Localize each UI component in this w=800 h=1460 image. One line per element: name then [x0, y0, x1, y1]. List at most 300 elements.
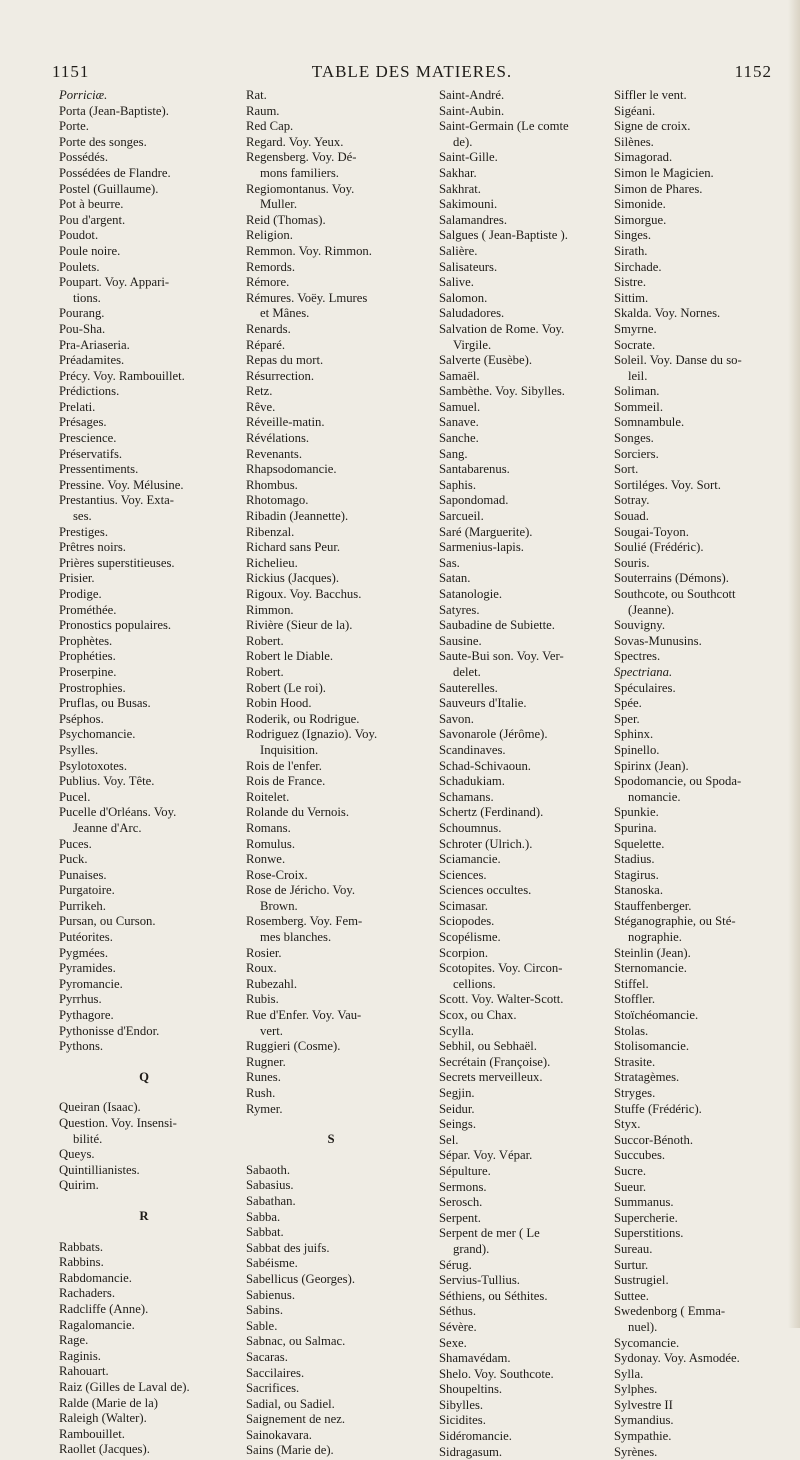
index-entry: Sapondomad. — [439, 493, 509, 508]
index-entry: Santabarenus. — [439, 462, 510, 477]
index-entry: Steinlin (Jean). — [614, 945, 691, 960]
index-entry: Somnambule. — [614, 415, 685, 430]
index-entry: Sortiléges. Voy. Sort. — [614, 477, 721, 492]
index-entry: Pucel. — [59, 789, 91, 804]
index-entry: Spunkie. — [614, 805, 659, 820]
index-entry: Préservatifs. — [59, 446, 123, 461]
index-entry: Précy. Voy. Rambouillet. — [59, 368, 185, 383]
index-entry: Saint-Aubin. — [439, 103, 505, 118]
index-entry: Rubezahl. — [246, 976, 298, 991]
index-entry: Soulié (Frédéric). — [614, 540, 704, 555]
index-entry: Sel. — [439, 1132, 459, 1147]
index-entry: Sueur. — [614, 1179, 647, 1194]
index-entry: Runes. — [246, 1070, 281, 1085]
index-entry: Sabasius. — [246, 1178, 294, 1193]
index-entry: Romans. — [246, 820, 291, 835]
index-entry: Sidragasum. — [439, 1444, 503, 1459]
index-entry: Succor-Bénoth. — [614, 1132, 694, 1147]
index-column-4 — [614, 88, 784, 1460]
index-entry: Sabins. — [246, 1303, 284, 1318]
index-entry: Shelo. Voy. Southcote. — [439, 1366, 554, 1381]
index-entry: Sabéisme. — [246, 1256, 298, 1271]
index-entry: Rymer. — [246, 1101, 283, 1116]
index-entry: Sciopodes. — [439, 914, 495, 929]
index-entry: Radcliffe (Anne). — [59, 1301, 149, 1316]
index-entry: Secrets merveilleux. — [439, 1070, 543, 1085]
index-entry: Stadius. — [614, 852, 655, 867]
index-entry: Rugner. — [246, 1054, 286, 1069]
index-entry: Prestantius. Voy. Exta- — [59, 493, 175, 508]
index-entry: Rois de l'enfer. — [246, 758, 322, 773]
index-entry: Strasite. — [614, 1054, 656, 1069]
index-entry: Inquisition. — [260, 742, 319, 757]
index-entry: Soliman. — [614, 384, 660, 399]
index-entry: Raiz (Gilles de Laval de). — [59, 1379, 190, 1394]
index-entry: Salière. — [439, 243, 478, 258]
index-entry: Pourang. — [59, 306, 105, 321]
index-entry: Purgatoire. — [59, 883, 115, 898]
index-entry: Serpent de mer ( Le — [439, 1226, 540, 1241]
index-entry: Sauterelles. — [439, 680, 498, 695]
section-letter: R — [139, 1208, 149, 1223]
index-entry: Symandius. — [614, 1413, 674, 1428]
index-entry: Quirim. — [59, 1178, 99, 1193]
index-entry: Retz. — [246, 384, 273, 399]
index-entry: Richard sans Peur. — [246, 540, 341, 555]
index-entry: Scott. Voy. Walter-Scott. — [439, 992, 564, 1007]
index-entry: Sauveurs d'Italie. — [439, 696, 527, 711]
index-entry: Purrikeh. — [59, 898, 106, 913]
index-entry: Souvigny. — [614, 618, 665, 633]
index-entry: Pucelle d'Orléans. Voy. — [59, 805, 177, 820]
index-entry: Pygmées. — [59, 945, 108, 960]
index-entry: Sausine. — [439, 633, 482, 648]
index-entry: Samuel. — [439, 399, 481, 414]
index-entry: Rosemberg. Voy. Fem- — [246, 914, 363, 929]
index-entry: Roderik, ou Rodrigue. — [246, 711, 360, 726]
index-entry: leil. — [628, 368, 648, 383]
index-entry: Richelieu. — [246, 555, 298, 570]
index-entry: Pou-Sha. — [59, 321, 106, 336]
index-entry: Salomon. — [439, 290, 488, 305]
index-entry: Sigéani. — [614, 103, 656, 118]
index-entry: Poule noire. — [59, 243, 121, 258]
index-entry: Sotray. — [614, 493, 650, 508]
index-entry: Pyromancie. — [59, 976, 123, 991]
index-entry: Sibylles. — [439, 1397, 484, 1412]
index-entry: Rabbins. — [59, 1255, 104, 1270]
index-entry: et Mânes. — [260, 306, 310, 321]
index-entry: Saccilaires. — [246, 1365, 305, 1380]
index-entry: Sympathie. — [614, 1429, 672, 1444]
index-entry: Sorciers. — [614, 446, 659, 461]
index-entry: Sommeil. — [614, 399, 663, 414]
index-entry: Résurrection. — [246, 368, 314, 383]
section-letter: S — [327, 1132, 335, 1147]
index-entry: Présages. — [59, 415, 107, 430]
index-entry: Porte des songes. — [59, 134, 147, 149]
index-entry: Seidur. — [439, 1101, 475, 1116]
index-entry: Souris. — [614, 555, 650, 570]
index-entry: Rimmon. — [246, 602, 294, 617]
index-entry: Sidéromancie. — [439, 1429, 512, 1444]
index-entry: Shamavédam. — [439, 1351, 511, 1366]
index-entry: Prisier. — [59, 571, 95, 586]
index-entry: Superstitions. — [614, 1226, 684, 1241]
index-entry: Rue d'Enfer. Voy. Vau- — [246, 1008, 362, 1023]
index-entry: Possédées de Flandre. — [59, 165, 171, 180]
index-entry: Pressentiments. — [59, 462, 139, 477]
index-entry: Sabaoth. — [246, 1162, 291, 1177]
index-entry: Pursan, ou Curson. — [59, 914, 156, 929]
index-entry: Regiomontanus. Voy. — [246, 181, 355, 196]
index-entry: Roux. — [246, 961, 277, 976]
index-entry: Savonarole (Jérôme). — [439, 727, 548, 742]
index-entry: bilité. — [73, 1131, 103, 1146]
index-entry: Rémures. Voëy. Lmures — [246, 290, 368, 305]
index-entry: nographie. — [628, 930, 682, 945]
index-entry: Ruggieri (Cosme). — [246, 1039, 341, 1054]
index-entry: Virgile. — [453, 337, 492, 352]
index-entry: Schamans. — [439, 789, 494, 804]
index-entry: Ribenzal. — [246, 524, 295, 539]
index-entry: Stoïchéomancie. — [614, 1008, 699, 1023]
index-entry: Rose-Croix. — [246, 867, 308, 882]
index-entry: Remords. — [246, 259, 295, 274]
index-entry: Regard. Voy. Yeux. — [246, 134, 344, 149]
index-entry: Pythonisse d'Endor. — [59, 1023, 160, 1038]
index-entry: Brown. — [260, 898, 298, 913]
index-entry: Sirath. — [614, 243, 648, 258]
index-entry: Sylla. — [614, 1366, 644, 1381]
index-entry: Réparé. — [246, 337, 286, 352]
index-entry: Salive. — [439, 275, 474, 290]
index-entry: Proserpine. — [59, 664, 117, 679]
index-entry: Salvation de Rome. Voy. — [439, 321, 565, 336]
index-entry: Spirinx (Jean). — [614, 758, 689, 773]
index-entry: Sépulture. — [439, 1163, 491, 1178]
index-entry: Rubis. — [246, 992, 279, 1007]
index-entry: Salgues ( Jean-Baptiste ). — [439, 228, 568, 243]
index-entry: Stiffel. — [614, 976, 649, 991]
index-entry: Sovas-Munusins. — [614, 633, 702, 648]
index-entry: Satanologie. — [439, 587, 503, 601]
index-entry: Sakhar. — [439, 165, 477, 180]
index-entry: Saphis. — [439, 477, 477, 492]
index-entry: Poudot. — [59, 228, 99, 243]
index-entry: Remmon. Voy. Rimmon. — [246, 243, 372, 258]
index-entry: Romulus. — [246, 836, 295, 851]
index-entry: Sabba. — [246, 1209, 281, 1224]
index-entry: Possédés. — [59, 150, 108, 165]
index-entry: Sanave. — [439, 415, 479, 430]
index-entry: Simagorad. — [614, 150, 673, 165]
index-entry: Sas. — [439, 555, 460, 570]
index-entry: Serpent. — [439, 1210, 481, 1225]
index-entry: Spurina. — [614, 820, 657, 835]
index-entry: Sexe. — [439, 1335, 467, 1350]
index-entry: Psychomancie. — [59, 727, 136, 742]
index-entry: Renards. — [246, 321, 291, 336]
index-entry: Simonide. — [614, 197, 666, 212]
index-entry: Sternomancie. — [614, 961, 687, 976]
index-entry: Sermons. — [439, 1179, 487, 1194]
index-entry: Satan. — [439, 571, 471, 586]
index-entry: Schertz (Ferdinand). — [439, 805, 544, 820]
index-entry: Salisateurs. — [439, 259, 498, 274]
index-entry: Rémore. — [246, 275, 290, 290]
index-entry: Robert (Le roi). — [246, 680, 326, 695]
index-entry: Signe de croix. — [614, 119, 691, 134]
index-entry: Ronwe. — [246, 852, 286, 867]
index-entry: Simon le Magicien. — [614, 165, 714, 180]
index-entry: Religion. — [246, 228, 293, 243]
index-column-3 — [439, 88, 609, 1460]
index-entry: Sycomancie. — [614, 1335, 680, 1350]
index-entry: Simorgue. — [614, 212, 667, 227]
index-entry: Sépar. Voy. Vépar. — [439, 1148, 533, 1163]
index-entry: Raollet (Jacques). — [59, 1442, 150, 1457]
index-entry: Porte. — [59, 119, 89, 134]
index-entry: Révélations. — [246, 431, 310, 446]
index-entry: Stolisomancie. — [614, 1039, 690, 1054]
index-entry: Sérug. — [439, 1257, 472, 1272]
index-entry: Publius. Voy. Tête. — [59, 774, 155, 789]
index-entry: Scopélisme. — [439, 930, 501, 945]
index-entry: Stuffe (Frédéric). — [614, 1101, 702, 1116]
index-entry: Sainokavara. — [246, 1427, 312, 1442]
index-entry: Sylvestre II — [614, 1397, 673, 1412]
index-entry: Sabathan. — [246, 1193, 296, 1208]
index-entry: Rois de France. — [246, 774, 326, 789]
index-entry: Revenants. — [246, 446, 303, 461]
index-entry: Pythons. — [59, 1039, 104, 1054]
index-entry: Pyramides. — [59, 961, 116, 976]
index-column-1 — [59, 88, 229, 1458]
index-entry: Sciamancie. — [439, 852, 501, 867]
index-entry: Syrènes. — [614, 1444, 658, 1459]
index-entry: Sang. — [439, 446, 468, 461]
index-entry: Satyres. — [439, 602, 480, 617]
index-entry: Ragalomancie. — [59, 1317, 135, 1332]
index-entry: Songes. — [614, 431, 654, 446]
index-entry: Spectres. — [614, 649, 661, 664]
index-entry: Pressine. Voy. Mélusine. — [59, 477, 184, 492]
index-entry: nuel). — [628, 1319, 658, 1334]
index-entry: Réveille-matin. — [246, 415, 325, 430]
page-edge-shadow — [788, 0, 800, 1328]
index-entry: Rabbats. — [59, 1239, 104, 1254]
index-entry: Rat. — [246, 88, 267, 102]
index-entry: Souterrains (Démons). — [614, 571, 729, 586]
index-entry: mons familiers. — [260, 165, 339, 180]
index-entry: Savon. — [439, 711, 474, 726]
index-entry: Jeanne d'Arc. — [73, 820, 142, 835]
index-entry: Quintillianistes. — [59, 1162, 140, 1177]
index-entry: Secrétain (Françoise). — [439, 1054, 551, 1069]
index-entry: Prescience. — [59, 431, 117, 446]
index-entry: Siffler le vent. — [614, 88, 687, 102]
index-entry: Pruflas, ou Busas. — [59, 696, 151, 711]
index-entry: Schoumnus. — [439, 820, 502, 835]
index-entry: Sarcueil. — [439, 509, 484, 524]
index-entry: Sabbat des juifs. — [246, 1240, 330, 1255]
index-entry: Prédictions. — [59, 384, 120, 399]
index-entry: Sambèthe. Voy. Sibylles. — [439, 384, 565, 399]
index-entry: grand). — [453, 1241, 490, 1256]
index-entry: Swedenborg ( Emma- — [614, 1304, 726, 1319]
index-entry: Stéganographie, ou Sté- — [614, 914, 736, 929]
index-entry: Pyrrhus. — [59, 992, 102, 1007]
index-entry: Repas du mort. — [246, 353, 324, 368]
index-entry: Rose de Jéricho. Voy. — [246, 883, 356, 898]
index-entry: Rage. — [59, 1333, 89, 1348]
index-entry: (Jeanne). — [628, 602, 675, 617]
index-entry: Pot à beurre. — [59, 197, 124, 212]
index-entry: Prières superstitieuses. — [59, 555, 175, 570]
index-entry: Stanoska. — [614, 883, 663, 898]
index-entry: Rabdomancie. — [59, 1270, 132, 1285]
index-entry: Salamandres. — [439, 212, 507, 227]
index-entry: Queiran (Isaac). — [59, 1100, 141, 1115]
index-entry: Stolas. — [614, 1023, 649, 1038]
index-entry: Segjin. — [439, 1086, 475, 1100]
index-entry: Stoffler. — [614, 992, 655, 1007]
index-entry: Sévère. — [439, 1319, 477, 1334]
index-entry: Sylphes. — [614, 1382, 658, 1397]
index-entry: Sphinx. — [614, 727, 654, 742]
index-entry: Sabellicus (Georges). — [246, 1271, 355, 1286]
index-entry: Muller. — [260, 197, 298, 212]
index-entry: Pra-Ariaseria. — [59, 337, 130, 352]
index-entry: Porriciæ. — [59, 88, 108, 102]
index-entry: Poupart. Voy. Appari- — [59, 275, 170, 290]
index-entry: Porta (Jean-Baptiste). — [59, 103, 169, 118]
index-entry: Squelette. — [614, 836, 665, 851]
index-entry: Schad-Schivaoun. — [439, 758, 531, 773]
index-entry: Prodige. — [59, 587, 102, 601]
index-entry: Spectriana. — [614, 664, 673, 679]
index-entry: Ralde (Marie de la) — [59, 1395, 158, 1410]
index-entry: Surtur. — [614, 1257, 649, 1272]
index-entry: vert. — [260, 1023, 283, 1038]
index-entry: Rachaders. — [59, 1286, 116, 1301]
index-entry: Saubadine de Subiette. — [439, 618, 555, 633]
index-entry: Stagirus. — [614, 867, 659, 882]
index-entry: Schroter (Ulrich.). — [439, 836, 533, 851]
index-entry: Spée. — [614, 696, 642, 711]
index-entry: cellions. — [453, 976, 496, 991]
index-entry: Scimasar. — [439, 898, 488, 913]
index-entry: Puces. — [59, 836, 92, 851]
index-entry: Sicidites. — [439, 1413, 486, 1428]
index-entry: Saint-Germain (Le comte — [439, 119, 569, 134]
index-entry: Sabbat. — [246, 1225, 284, 1240]
index-entry: Regensberg. Voy. Dé- — [246, 150, 357, 165]
index-entry: Rigoux. Voy. Bacchus. — [246, 587, 362, 601]
index-entry: Soleil. Voy. Danse du so- — [614, 353, 742, 368]
index-entry: Sakhrat. — [439, 181, 481, 196]
index-entry: Sarmenius-lapis. — [439, 540, 524, 555]
index-entry: Sanche. — [439, 431, 479, 446]
index-entry: Scandinaves. — [439, 742, 506, 757]
index-entry: Sort. — [614, 462, 639, 477]
index-entry: Sacaras. — [246, 1349, 288, 1364]
index-entry: Schadukiam. — [439, 774, 505, 789]
index-entry: Stauffenberger. — [614, 898, 692, 913]
index-entry: Rambouillet. — [59, 1426, 125, 1441]
index-entry: Psylles. — [59, 742, 99, 757]
index-entry: Singes. — [614, 228, 652, 243]
index-entry: Sureau. — [614, 1241, 653, 1256]
index-entry: Supercherie. — [614, 1210, 678, 1225]
index-entry: Sable. — [246, 1318, 278, 1333]
index-entry: Rosier. — [246, 945, 282, 960]
index-entry: Scylla. — [439, 1023, 474, 1038]
index-entry: Séthiens, ou Séthites. — [439, 1288, 548, 1303]
index-entry: Stratagèmes. — [614, 1070, 680, 1085]
index-entry: Robert. — [246, 664, 284, 679]
index-entry: Sakimouni. — [439, 197, 498, 212]
index-entry: Psylotoxotes. — [59, 758, 128, 773]
index-entry: Skalda. Voy. Nornes. — [614, 306, 721, 321]
index-entry: Préadamites. — [59, 353, 125, 368]
index-entry: Sucre. — [614, 1163, 647, 1178]
index-entry: Sustrugiel. — [614, 1273, 669, 1288]
index-entry: Sittim. — [614, 290, 649, 305]
index-entry: ses. — [73, 509, 92, 524]
index-entry: Séthus. — [439, 1304, 477, 1319]
index-entry: Serosch. — [439, 1195, 483, 1210]
index-entry: Raum. — [246, 103, 280, 118]
index-entry: Robin Hood. — [246, 696, 312, 711]
index-entry: Sistre. — [614, 275, 647, 290]
index-entry: Robert le Diable. — [246, 649, 334, 664]
index-entry: Question. Voy. Insensi- — [59, 1116, 177, 1130]
running-title: TABLE DES MATIERES. — [311, 62, 513, 81]
index-entry: Sabienus. — [246, 1287, 295, 1302]
index-entry: Sacrifices. — [246, 1381, 300, 1396]
index-entry: Saré (Marguerite). — [439, 524, 533, 539]
index-entry: Salverte (Eusèbe). — [439, 353, 533, 368]
index-entry: Rhombus. — [246, 477, 298, 492]
index-entry: Prophéties. — [59, 649, 116, 664]
index-entry: Saignement de nez. — [246, 1412, 345, 1427]
index-entry: Saint-Gille. — [439, 150, 498, 165]
index-entry: Socrate. — [614, 337, 656, 352]
index-entry: Scorpion. — [439, 945, 488, 960]
index-entry: Silènes. — [614, 134, 654, 149]
index-entry: Pronostics populaires. — [59, 618, 172, 633]
index-entry: Sougai-Toyon. — [614, 524, 689, 539]
index-entry: Rhotomago. — [246, 493, 309, 508]
index-entry: Prostrophies. — [59, 680, 126, 695]
index-entry: Rêve. — [246, 399, 276, 414]
index-entry: Roitelet. — [246, 789, 290, 804]
index-entry: Reid (Thomas). — [246, 212, 326, 227]
index-entry: Scox, ou Chax. — [439, 1008, 517, 1023]
index-entry: Souad. — [614, 509, 649, 524]
index-entry: Ribadin (Jeannette). — [246, 509, 349, 524]
index-entry: Prométhée. — [59, 602, 117, 617]
index-entry: Succubes. — [614, 1148, 666, 1163]
section-letter: Q — [139, 1069, 149, 1084]
index-entry: Servius-Tullius. — [439, 1273, 520, 1288]
index-entry: Pséphos. — [59, 711, 104, 726]
index-entry: delet. — [453, 664, 481, 679]
index-entry: Sciences occultes. — [439, 883, 532, 898]
index-entry: Putéorites. — [59, 930, 113, 945]
